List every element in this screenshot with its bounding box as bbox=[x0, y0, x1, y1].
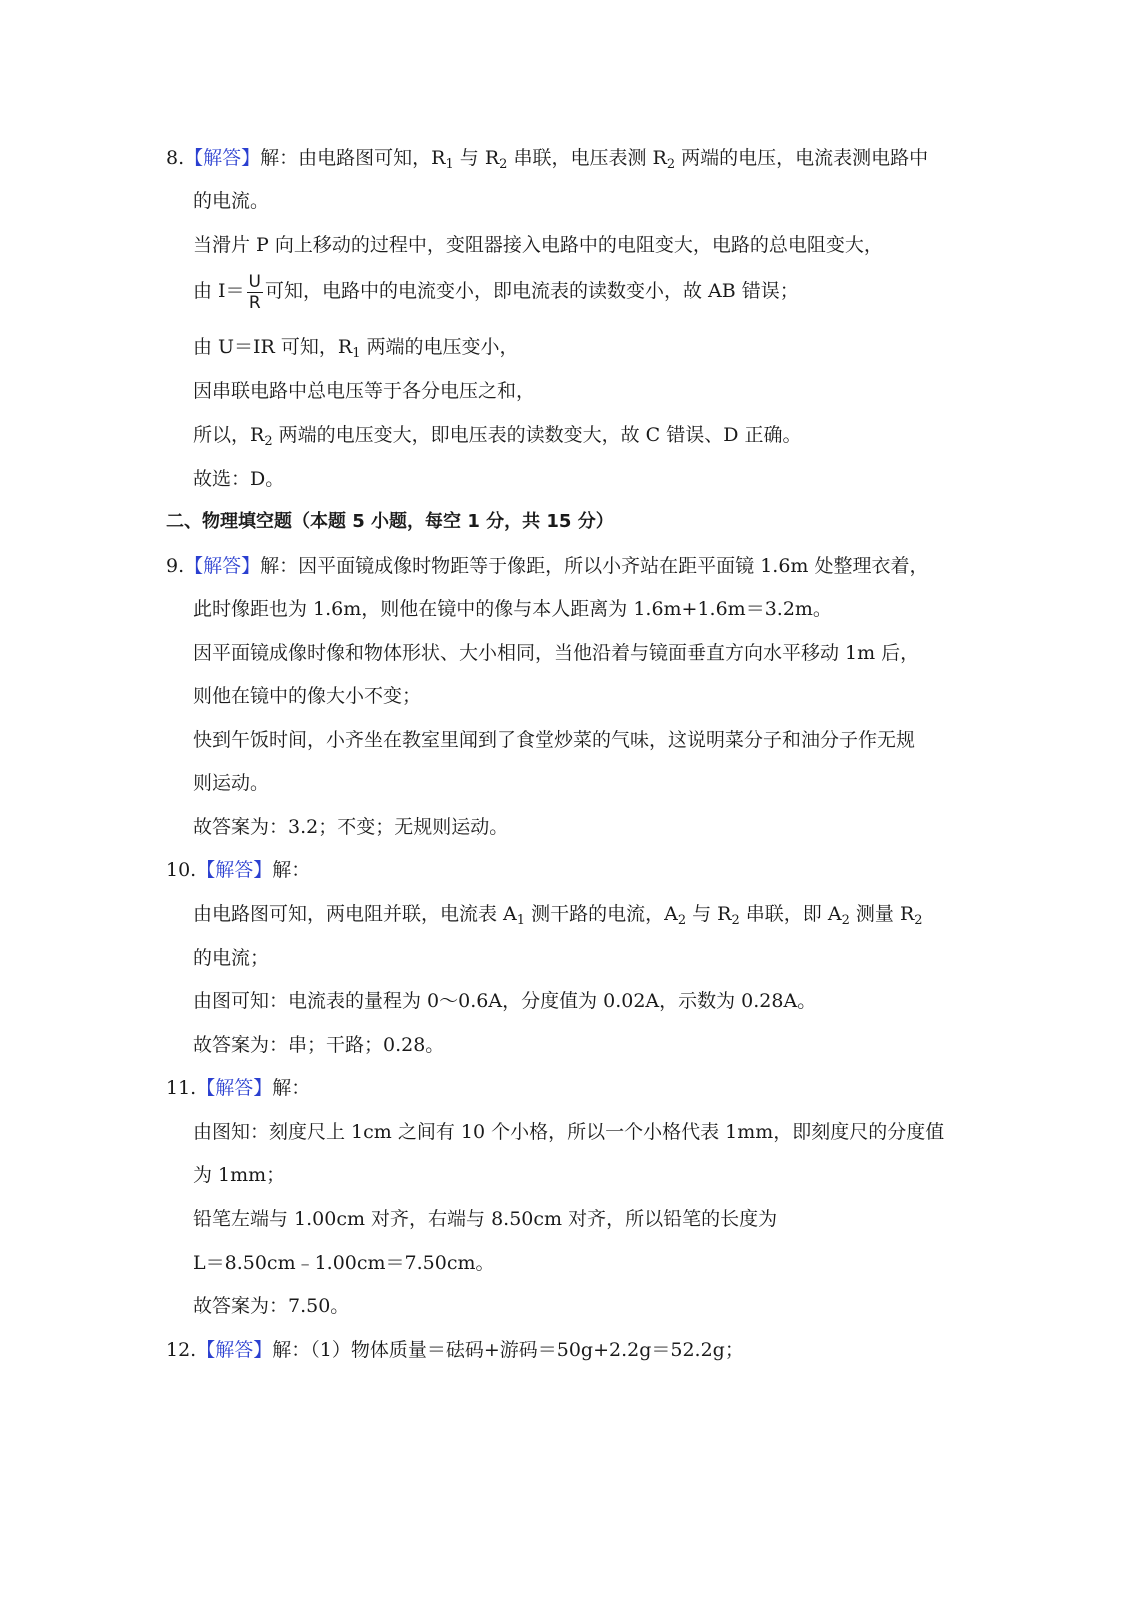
fraction-u-over-r: $\frac{U}{R}$ bbox=[248, 271, 261, 313]
q9-line-2: 此时像距也为 1.6m，则他在镜中的像与本人距离为 1.6m+1.6m＝3.2m。 bbox=[193, 598, 832, 620]
q10-line-4: 由图可知：电流表的量程为 0～0.6A，分度值为 0.02A，示数为 0.28A。 bbox=[193, 990, 817, 1012]
section-heading: 二、物理填空题（本题 5 小题，每空 1 分，共 15 分） bbox=[166, 511, 614, 532]
q9-line-3: 因平面镜成像时像和物体形状、大小相同，当他沿着与镜面垂直方向水平移动 1m 后， bbox=[193, 642, 920, 664]
q8-line-5: 由 U＝IR 可知，$R_1$ 两端的电压变小， bbox=[193, 336, 519, 361]
q11-line-3: 为 1mm； bbox=[193, 1164, 286, 1186]
q10-number: 10. bbox=[166, 859, 197, 881]
q8-answer-tag: 【解答】 bbox=[184, 147, 261, 169]
q8-line-4: 由 I＝ $\frac{U}{R}$ 可知，电路中的电流变小，即电流表的读数变小，故 AB 错误； bbox=[193, 271, 799, 313]
q10-line-5: 故答案为：串；干路；0.28。 bbox=[193, 1034, 445, 1056]
q8-line-7: 所以，$R_2$ 两端的电压变大，即电压表的读数变大，故 C 错误、D 正确。 bbox=[193, 424, 802, 449]
q9-line-6: 则运动。 bbox=[193, 772, 270, 794]
q11-line-5: L＝8.50cm﹣1.00cm＝7.50cm。 bbox=[193, 1252, 495, 1274]
q11-line-1: 11.【解答】解： bbox=[166, 1077, 311, 1099]
q11-line-2: 由图知：刻度尺上 1cm 之间有 10 个小格，所以一个小格代表 1mm，即刻度尺的分度值 bbox=[193, 1121, 945, 1143]
q10-line-2: 由电路图可知，两电阻并联，电流表 $A_1$ 测干路的电流，$A_2$ 与 $R_2$ 串联，即 $A_2$ 测量 $R_2$ bbox=[193, 903, 923, 928]
q12-number: 12. bbox=[166, 1339, 197, 1361]
q8-line-6: 因串联电路中总电压等于各分电压之和， bbox=[193, 380, 536, 402]
q9-line-7: 故答案为：3.2；不变；无规则运动。 bbox=[193, 816, 509, 838]
q9-line-4: 则他在镜中的像大小不变； bbox=[193, 685, 422, 707]
q9-line-5: 快到午饭时间，小齐坐在教室里闻到了食堂炒菜的气味，这说明菜分子和油分子作无规 bbox=[193, 729, 916, 751]
q8-line-8: 故选：D。 bbox=[193, 468, 285, 490]
q8-line-3: 当滑片 P 向上移动的过程中，变阻器接入电路中的电阻变大，电路的总电阻变大， bbox=[193, 234, 883, 256]
q8-number: 8. bbox=[166, 147, 185, 169]
q11-number: 11. bbox=[166, 1077, 197, 1099]
q10-answer-tag: 【解答】 bbox=[196, 859, 273, 881]
q9-number: 9. bbox=[166, 555, 185, 577]
q9-answer-tag: 【解答】 bbox=[184, 555, 261, 577]
q12-line-1: 12.【解答】解：（1）物体质量＝砝码+游码＝50g+2.2g＝52.2g； bbox=[166, 1339, 744, 1361]
q8-line-2: 的电流。 bbox=[193, 190, 270, 212]
q10-line-1: 10.【解答】解： bbox=[166, 859, 311, 881]
q10-line-3: 的电流； bbox=[193, 947, 270, 969]
q8-line-1: 8.【解答】解：由电路图可知，$R_1$ 与 $R_2$ 串联，电压表测 $R_2$ 两端的电压，电流表测电路中 bbox=[166, 147, 929, 172]
q11-line-4: 铅笔左端与 1.00cm 对齐，右端与 8.50cm 对齐，所以铅笔的长度为 bbox=[193, 1208, 778, 1230]
q9-line-1: 9.【解答】解：因平面镜成像时物距等于像距，所以小齐站在距平面镜 1.6m 处整理衣着， bbox=[166, 555, 929, 577]
q12-answer-tag: 【解答】 bbox=[196, 1339, 273, 1361]
q11-line-6: 故答案为：7.50。 bbox=[193, 1295, 350, 1317]
q11-answer-tag: 【解答】 bbox=[196, 1077, 273, 1099]
